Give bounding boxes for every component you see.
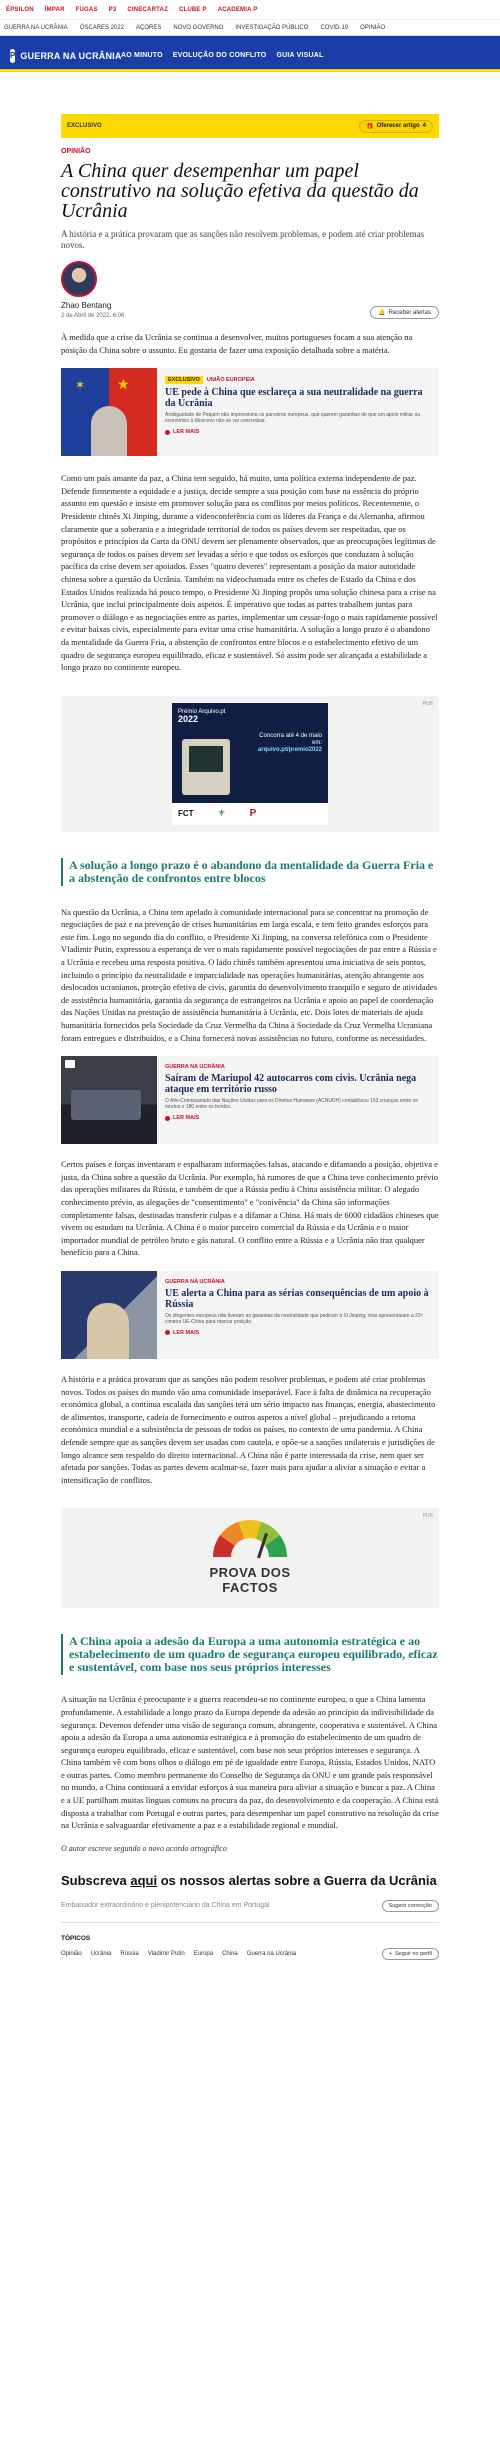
ad-label: PUB (422, 700, 433, 707)
related-description: Os dirigentes europeus não tiveram as garantias da neutralidade que pediram à Xi Jinping, mas apresentaram a 23ª cimeira UE-China para marcar posição. (165, 1312, 423, 1325)
author-note: O autor escreve segundo o novo acordo ortográfico (61, 1843, 227, 1853)
article-section[interactable]: OPINIÃO (61, 148, 91, 155)
topic-link-opiniao[interactable]: OPINIÃO (360, 24, 386, 31)
section-header (0, 36, 500, 72)
related-thumbnail-flags (61, 368, 157, 456)
author-block (61, 261, 439, 319)
related-info (165, 368, 439, 456)
article-container (61, 114, 439, 1992)
topics-block (61, 1935, 439, 1960)
top-link-academia-p[interactable]: ACADEMIA P (217, 6, 258, 13)
arrow-icon (165, 1330, 170, 1335)
offer-article-label: Oferecer artigo (376, 123, 420, 129)
top-link-cinecartaz[interactable]: CINECARTAZ (127, 6, 168, 13)
publico-logo-small: P (249, 808, 257, 820)
eu-flag-icon: ✶ (75, 378, 86, 393)
pull-quote (61, 1634, 439, 1675)
topic-link-oscares[interactable]: ÓSCARES 2022 (79, 24, 125, 31)
china-flag-icon: ★ (117, 376, 130, 393)
topics-row (61, 1948, 439, 1960)
exclusive-label: EXCLUSIVO (67, 123, 102, 129)
read-more-label: LER MAIS (173, 1329, 200, 1336)
pull-quote-text: A China apoia a adesão da Europa a uma autonomia estratégica e ao estabelecimento de um quadro de segurança europeu equilibrado, eficaz e sustentável, com base nos seus próprios interesses (69, 1634, 438, 1675)
top-link-fugas[interactable]: FUGAS (75, 6, 98, 13)
premio-text: Concorra até 4 de maio em: (259, 732, 322, 746)
topic-link-acores[interactable]: AÇORES (136, 24, 162, 31)
plus-icon: + (388, 1950, 392, 1957)
premio-year: 2022 (178, 713, 199, 724)
offer-count: 4 (422, 123, 426, 129)
receive-alerts-label: Receber alertas (388, 309, 431, 316)
related-article[interactable] (61, 368, 439, 456)
article-title: A China quer desempenhar um papel construtivo na solução efetiva da questão da Ucrânia (61, 160, 419, 222)
related-category: GUERRA NA UCRÂNIA (165, 1278, 225, 1285)
topic-tag[interactable]: Guerra na Ucrânia (246, 1950, 297, 1957)
related-title[interactable]: UE pede à China que esclareça a sua neutralidade na guerra da Ucrânia (165, 387, 423, 410)
topic-link-guerra[interactable]: GUERRA NA UCRÂNIA (4, 24, 68, 31)
article-date: 2 de Abril de 2022, 6:06 (61, 313, 125, 319)
bus-shape (71, 1090, 141, 1120)
pull-quote-text: A solução a longo prazo é o abandono da mentalidade da Guerra Fria e a abstenção de confrontos entre blocos (69, 857, 434, 885)
ad-label: PUB (422, 1513, 433, 1520)
flag-stripe (0, 69, 500, 72)
gauge-icon (213, 1520, 287, 1557)
premio-link[interactable]: arquivo.pt/premio2022 (257, 746, 322, 753)
exclusive-bar (61, 114, 439, 138)
nav-ao-minuto[interactable]: AO MINUTO (121, 52, 163, 59)
related-category: GUERRA NA UCRÂNIA (165, 1064, 225, 1071)
related-description: Ambiguidade de Pequim não impressiona os parceiros europeus, que querem garantias de que um apoio militar ou económico à Moscovo não se vai concretizar. (165, 412, 421, 425)
nav-guia-visual[interactable]: GUIA VISUAL (276, 52, 324, 59)
topic-nav (0, 20, 500, 36)
topic-link-investigacao[interactable]: INVESTIGAÇÃO PÚBLICO (235, 24, 309, 31)
arrow-icon (165, 1116, 170, 1121)
publico-logo: P (10, 49, 15, 63)
fct-logo: FCT (178, 809, 194, 819)
author-name[interactable]: Zhao Bentang (61, 301, 112, 310)
arrow-icon (165, 430, 170, 435)
article-paragraph: A situação na Ucrânia é preocupante e a guerra reacendeu-se no continente europeu, o que a China lamenta profundamente. A estabilidade a longo prazo da Europa depende da adesão ao princípio da indivisibilidade da segurança. Devemos defender uma visão de segurança comum, abrangente, cooperativa e sustentável. A China apoia a adesão da Europa a uma autonomia estratégica e à promoção do estabelecimento de um quadro de segurança europeu equilibrado, eficaz e sustentável, com base nos seus próprios interesses e segurança. A China também vê com bons olhos o diálogo em pé de igualdade entre Europa, Rússia, Estados Unidos, NATO e outras partes. Como membro permanente do Conselho de Segurança da ONU e um grande país responsável no mundo, a China continuará a envidar esforços à sua maneira para aliviar a situação e buscar a paz. A China e a UE partilham muitas línguas comuns na procura da paz, do desenvolvimento e da cooperação. A China está disposta a trabalhar com Portugal e outras partes, para desempenhar um papel construtivo na resolução da crise na Ucrânia e salvaguardar efetivamente a paz e a estabilidade regional e mundial. (61, 1694, 439, 1831)
top-link-impar[interactable]: ÍMPAR (44, 6, 65, 13)
topic-tag[interactable]: Ucrânia (90, 1950, 112, 1957)
premio-arquivo-ad[interactable] (172, 703, 328, 825)
person-silhouette (87, 1303, 129, 1359)
author-description: Embaixador extraordinário e plenipotenciário da China em Portugal (61, 1902, 270, 1910)
section-nav (121, 52, 324, 59)
read-more-link[interactable] (165, 1115, 433, 1121)
related-exclusive-badge: EXCLUSIVO (165, 376, 203, 384)
related-article[interactable] (61, 1056, 439, 1144)
page-bottom-space (61, 1960, 439, 1992)
subscribe-heading (61, 1873, 439, 1888)
subscribe-block (61, 1873, 439, 1923)
fact-check-gauge (204, 1520, 296, 1595)
read-more-link[interactable] (165, 429, 433, 435)
nav-evolucao-conflito[interactable]: EVOLUÇÃO DO CONFLITO (172, 52, 267, 59)
advertisement[interactable] (61, 1508, 439, 1608)
article-paragraph: Na questão da Ucrânia, a China tem apelado à comunidade internacional para se concentrar na promoção de negociações de paz e na prevenção de crises humanitárias em larga escala, e tem feito grandes esforços para este fim. Logo no segundo dia do conflito, o Presidente Xi Jinping, na conversa telefónica com o Presidente Vladimir Putin, expressou a esperança de ver o mais rapidamente possível negociações de paz entre a Rússia e a Ucrânia e recebeu uma resposta positiva. O lado chinês também apresentou uma iniciativa de seis pontos, incluindo o princípio da neutralidade e imparcialidade nas operações humanitárias, atenção abrangente aos deslocados ucranianos, proteção efetiva de civis, garantia do desenvolvimento tranquilo e seguro de atividades de assistência humanitária, garantia da segurança de estrangeiros na Ucrânia e apoio ao papel de coordenação das Nações Unidas na prestação de assistência humanitária à Ucrânia, etc. Dois lotes de materiais de ajuda humanitária fornecidos pela Sociedade da Cruz Vermelha da China à Sociedade da Cruz Vermelha Ucraniana foram entregues e distribuídos, e a China fornecerá novas assistências no futuro, conforme as necessidades. (61, 906, 437, 1043)
article-lead: A história e a prática provaram que as sanções não resolvem problemas, e podem até criar problemas novos. (61, 229, 425, 250)
premio-text-block (250, 733, 322, 754)
article-paragraph: Certos países e forças inventaram e espalharam informações falsas, atacando e difamando a posição, objetiva e justa, da China sobre a questão da Ucrânia. Por exemplo, há rumores de que a China teve conhecimento prévio das operações militares da Rússia, e também de que a Rússia pediu à China assistência militar. O alegado conhecimento prévio, as alegações de "consentimento" e "conivência" da China são informações completamente falsas, destinadas transferir culpas e a difamar a China. Há mais de 6000 cidadãos chineses que vivem ou estudam na Ucrânia. A China é o maior parceiro comercial da Rússia e da Ucrânia e o maior importador mundial de petróleo bruto e gás natural. O conflito entre a Rússia e a Ucrânia não traz qualquer benefício para a China. (61, 1159, 439, 1258)
related-thumbnail-bus (61, 1056, 157, 1144)
author-desc-row (61, 1900, 439, 1912)
bell-icon: 🔔 (378, 310, 386, 316)
related-title[interactable]: UE alerta a China para as sérias consequências de um apoio à Rússia (165, 1287, 429, 1310)
topic-tag[interactable]: Vladimir Putin (147, 1950, 185, 1957)
related-description: O Alto-Comissariado das Nações Unidas para os Direitos Humanos (ACNUDH) contabilizou 153 crianças entre os mortos e 180 entre os feridos. (165, 1098, 418, 1111)
subscribe-after: os nossos alertas sobre a Guerra da Ucrânia (157, 1872, 437, 1888)
subscribe-before: Subscreva (61, 1872, 131, 1888)
article-paragraph: A história e a prática provaram que as sanções não podem resolver problemas, e podem até criar problemas novos. Todos os países do mundo vão uma comunidade inseparável. Face à falta de dinâmica na recuperação económica global, a contínua escalada das sanções terá um sério impacto nas finanças, energia, abastecimento de alimentos, transporte, cadeia de fornecimento e outros aspetos a nível global – prejudicando a retoma económica mundial e a subsistência de pessoas de todos os países, no contexto de uma pandemia. A China defende sempre que as sanções devem ser usadas com cautela, e opõe-se a sanções unilaterais e jurisdições de longo alcance sem respaldo do direito internacional. A China não é parte interessada da crise, nem quer ser afetada por sanções. Todas as partes devem acalmar-se, fazer mais para ajudar a aliviar a situação e evitar a intensificação de conflitos. (61, 1373, 436, 1485)
related-tags (165, 1064, 433, 1070)
topic-link-novo-governo[interactable]: NOVO GOVERNO (173, 24, 224, 31)
related-tags (165, 376, 433, 384)
topic-tag[interactable]: China (222, 1950, 238, 1957)
article-paragraph: À medida que a crise da Ucrânia se continua a desenvolver, muitos portugueses focam a sua atenção na posição da China sobre o assunto. Eu gostaria de fazer uma exposição detalhada sobre a matéria. (61, 332, 413, 355)
premio-heading-block (178, 709, 225, 725)
divider (61, 1922, 439, 1923)
related-thumbnail-eu (61, 1271, 157, 1359)
suggest-correction-button[interactable]: Sugerir correcção (382, 1900, 439, 1912)
read-more-label: LER MAIS (173, 429, 200, 436)
government-logo: ⚜ (217, 808, 226, 819)
topic-tag[interactable]: Rússia (120, 1950, 139, 1957)
related-article[interactable] (61, 1271, 439, 1359)
section-brand[interactable] (10, 49, 122, 63)
top-nav (0, 0, 500, 20)
topics-label: TÓPICOS (61, 1934, 91, 1942)
read-more-label: LER MAIS (173, 1115, 200, 1122)
fact-check-title: PROVA DOS FACTOS (209, 1565, 291, 1596)
quote-bar (61, 1634, 63, 1675)
read-more-link[interactable] (165, 1330, 433, 1336)
advertisement[interactable] (61, 696, 439, 832)
premio-sponsors (172, 803, 328, 825)
top-link-p3[interactable]: P3 (108, 6, 117, 13)
follow-profile-button[interactable] (382, 1948, 439, 1960)
top-link-epsilon[interactable]: ÉPSILON (6, 6, 34, 13)
topic-link-covid[interactable]: COVID-19 (320, 24, 349, 31)
follow-profile-label: Seguir no perfil (395, 1950, 432, 1957)
gift-icon: 🎁 (366, 123, 374, 130)
topic-tags (61, 1951, 296, 1957)
gauge-needle (257, 1533, 268, 1559)
quote-bar (61, 858, 63, 886)
related-info (165, 1271, 439, 1359)
article-paragraph: Como um país amante da paz, a China tem seguido, há muito, uma política externa independente de paz. Defende firmemente a equidade e a justiça, decide sempre a sua posição com base na essência do próprio assunto em questão e insiste em promover solução para os conflitos por meios políticos. Recentemente, o Presidente chinês Xi Jinping, durante a videoconferência com os líderes da França e da Alemanha, afirmou claramente que a soberania e a integridade territorial de todos os países devem ser respeitadas, que os propósitos e princípios da Carta da ONU devem ser plenamente observados, que as preocupações legítimas de segurança de todos os países devem ser levadas a sério e que todos os esforços que conduzam à solução pacífica da crise devem ser apoiados. Esses "quatro deveres" representam a posição da maior autoridade chinesa sobre a questão da Ucrânia. Também na videochamada entre os chefes de Estado da China e dos Estados Unidos realizada há pouco tempo, o Presidente Xi Jinping propôs uma solução chinesa para a crise na Ucrânia, que inclui principalmente dois aspetos. É imperativo que todas as partes trabalhem juntas para promover o diálogo e as negociações entre as partes, implementar um cessar-fogo o mais rapidamente possível e evitar baixas civis, especialmente para evitar uma crise humanitária. A solução a longo prazo é o abandono da mentalidade da Guerra Fria, a abstenção de confrontos entre blocos e o estabelecimento efetivo de um quadro de segurança europeu equilibrado, eficaz e sustentável. Só assim pode ser alcançada a estabilidade a longo prazo no continente europeu. (61, 473, 438, 673)
related-title[interactable]: Saíram de Mariupol 42 autocarros com civis. Ucrânia nega ataque em território russo (165, 1073, 417, 1096)
related-info (165, 1056, 439, 1144)
author-avatar[interactable] (61, 261, 97, 297)
top-link-clube-p[interactable]: CLUBE P (178, 6, 207, 13)
camera-icon (65, 1060, 75, 1068)
related-tags (165, 1279, 433, 1285)
topic-tag[interactable]: Opinião (61, 1950, 82, 1957)
pull-quote (61, 858, 439, 886)
premio-heading: Prémio Arquivo.pt (178, 708, 226, 715)
related-category: UNIÃO EUROPEIA (206, 377, 255, 384)
subscribe-link[interactable]: aqui (130, 1872, 158, 1888)
person-silhouette (91, 406, 127, 456)
offer-article-button[interactable] (359, 120, 433, 133)
section-brand-name: GUERRA NA UCRÂNIA (20, 50, 122, 61)
receive-alerts-button[interactable] (370, 306, 439, 319)
computer-image (182, 739, 230, 795)
topic-tag[interactable]: Europa (193, 1950, 214, 1957)
author-info (61, 261, 124, 319)
